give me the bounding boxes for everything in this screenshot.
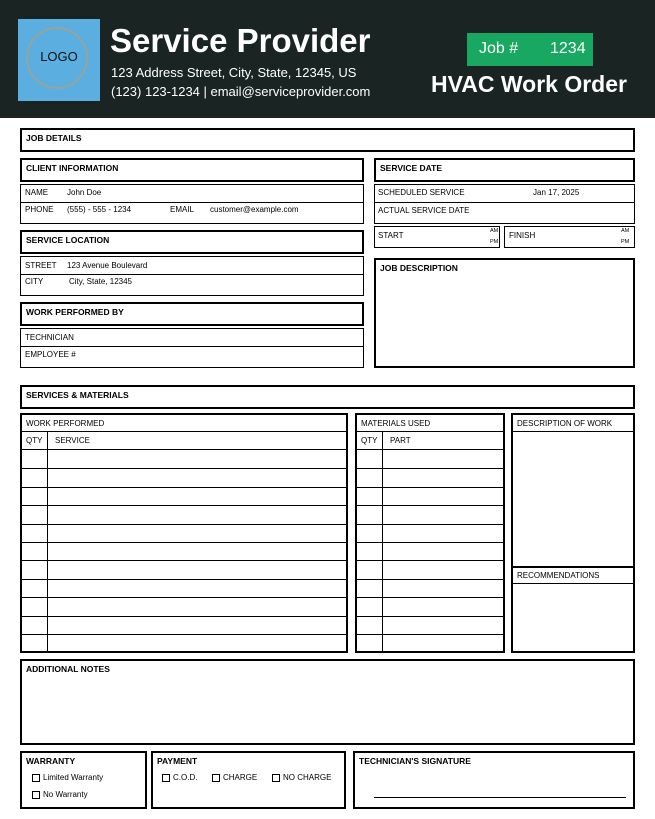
description-of-work-field[interactable] <box>513 432 633 566</box>
work-performed-by-fields <box>20 328 364 368</box>
technician-signature-section <box>353 751 635 809</box>
services-materials-header <box>20 385 635 409</box>
table-row-line <box>22 579 346 580</box>
additional-notes-title: ADDITIONAL NOTES <box>26 664 110 674</box>
city-label: CITY <box>25 277 44 286</box>
service-date-fields <box>374 184 635 224</box>
start-pm-label: PM <box>490 239 499 245</box>
client-phone-label: PHONE <box>25 205 54 214</box>
warranty-option-limited[interactable] <box>32 773 103 782</box>
warranty-section <box>20 751 147 809</box>
client-info-header <box>20 158 364 182</box>
form-title: HVAC Work Order <box>431 71 627 97</box>
table-row-line <box>22 524 346 525</box>
payment-option-label: C.O.D. <box>173 773 198 782</box>
job-number-label: Job # <box>479 40 519 57</box>
materials-used-title: MATERIALS USED <box>361 419 431 428</box>
job-details-section <box>20 128 635 152</box>
technician-label: TECHNICIAN <box>25 333 74 342</box>
payment-option-label: NO CHARGE <box>283 773 332 782</box>
materials-qty-header: QTY <box>361 436 378 445</box>
work-qty-header: QTY <box>26 436 43 445</box>
logo-text: LOGO <box>40 49 78 64</box>
finish-time-label: FINISH <box>509 231 536 240</box>
recommendations-field[interactable] <box>513 584 633 651</box>
table-row-line <box>357 579 503 580</box>
table-row-line <box>22 505 346 506</box>
warranty-option-none[interactable] <box>32 790 88 799</box>
client-info-title: CLIENT INFORMATION <box>26 163 119 173</box>
company-name: Service Provider <box>110 22 371 59</box>
job-number-value[interactable]: 1234 <box>550 40 586 57</box>
table-row-line <box>357 524 503 525</box>
table-row-line <box>22 616 346 617</box>
table-row-line <box>357 560 503 561</box>
client-email-label: EMAIL <box>170 205 195 214</box>
table-row-line <box>357 505 503 506</box>
table-row-line <box>357 597 503 598</box>
table-row-line <box>22 468 346 469</box>
company-address: 123 Address Street, City, State, 12345, US <box>111 65 357 80</box>
scheduled-service-label: SCHEDULED SERVICE <box>378 188 465 197</box>
street-label: STREET <box>25 261 57 270</box>
payment-section <box>151 751 346 809</box>
table-row-line <box>357 634 503 635</box>
service-date-title: SERVICE DATE <box>380 163 443 173</box>
street-field[interactable]: 123 Avenue Boulevard <box>67 261 148 270</box>
table-row-line <box>357 616 503 617</box>
warranty-title: WARRANTY <box>26 756 76 766</box>
table-row-line <box>22 634 346 635</box>
signature-line[interactable] <box>374 797 626 798</box>
services-materials-title: SERVICES & MATERIALS <box>26 390 129 400</box>
description-of-work-title: DESCRIPTION OF WORK <box>517 419 613 428</box>
job-description-field[interactable] <box>374 258 635 368</box>
payment-option-cod[interactable] <box>162 773 197 782</box>
technician-signature-title: TECHNICIAN'S SIGNATURE <box>359 756 471 766</box>
payment-option-charge[interactable] <box>212 773 257 782</box>
payment-option-label: CHARGE <box>223 773 258 782</box>
checkbox-icon[interactable] <box>32 774 40 782</box>
client-phone-field[interactable]: (555) - 555 - 1234 <box>67 205 132 214</box>
checkbox-icon[interactable] <box>162 774 170 782</box>
start-time-label: START <box>378 231 404 240</box>
recommendations-title: RECOMMENDATIONS <box>517 571 600 580</box>
city-field[interactable]: City, State, 12345 <box>69 277 132 286</box>
finish-am-label: AM <box>621 228 630 234</box>
table-row-line <box>22 487 346 488</box>
table-row-line <box>357 487 503 488</box>
work-performed-table <box>20 413 348 653</box>
job-number-badge <box>467 33 593 66</box>
checkbox-icon[interactable] <box>272 774 280 782</box>
service-location-header <box>20 230 364 254</box>
job-details-title: JOB DETAILS <box>26 133 82 143</box>
client-email-field[interactable]: customer@example.com <box>210 205 299 214</box>
warranty-option-label: Limited Warranty <box>43 773 104 782</box>
additional-notes-field[interactable] <box>20 659 635 745</box>
table-row-line <box>22 560 346 561</box>
actual-service-date-label: ACTUAL SERVICE DATE <box>378 206 470 215</box>
materials-part-header: PART <box>390 436 411 445</box>
payment-option-no-charge[interactable] <box>272 773 331 782</box>
description-recommendations-panel <box>511 413 635 653</box>
client-name-field[interactable]: John Doe <box>67 188 102 197</box>
warranty-option-label: No Warranty <box>43 790 88 799</box>
table-row-line <box>22 542 346 543</box>
company-logo <box>18 19 100 101</box>
service-location-fields <box>20 256 364 296</box>
table-row-line <box>357 468 503 469</box>
work-performed-by-title: WORK PERFORMED BY <box>26 307 124 317</box>
service-location-title: SERVICE LOCATION <box>26 235 110 245</box>
service-date-header <box>374 158 635 182</box>
start-am-label: AM <box>490 228 499 234</box>
work-performed-title: WORK PERFORMED <box>26 419 105 428</box>
client-name-label: NAME <box>25 188 49 197</box>
checkbox-icon[interactable] <box>32 791 40 799</box>
finish-time-field[interactable] <box>504 226 635 248</box>
job-description-title: JOB DESCRIPTION <box>380 263 458 273</box>
company-contact: (123) 123-1234 | email@serviceprovider.com <box>111 84 371 99</box>
start-time-field[interactable] <box>374 226 500 248</box>
work-service-header: SERVICE <box>55 436 90 445</box>
checkbox-icon[interactable] <box>212 774 220 782</box>
employee-number-label: EMPLOYEE # <box>25 350 76 359</box>
table-row-line <box>357 542 503 543</box>
finish-pm-label: PM <box>621 239 630 245</box>
payment-title: PAYMENT <box>157 756 198 766</box>
scheduled-service-field[interactable]: Jan 17, 2025 <box>533 188 580 197</box>
client-info-fields <box>20 184 364 224</box>
table-row-line <box>22 597 346 598</box>
materials-used-table <box>355 413 505 653</box>
work-performed-by-header <box>20 302 364 326</box>
